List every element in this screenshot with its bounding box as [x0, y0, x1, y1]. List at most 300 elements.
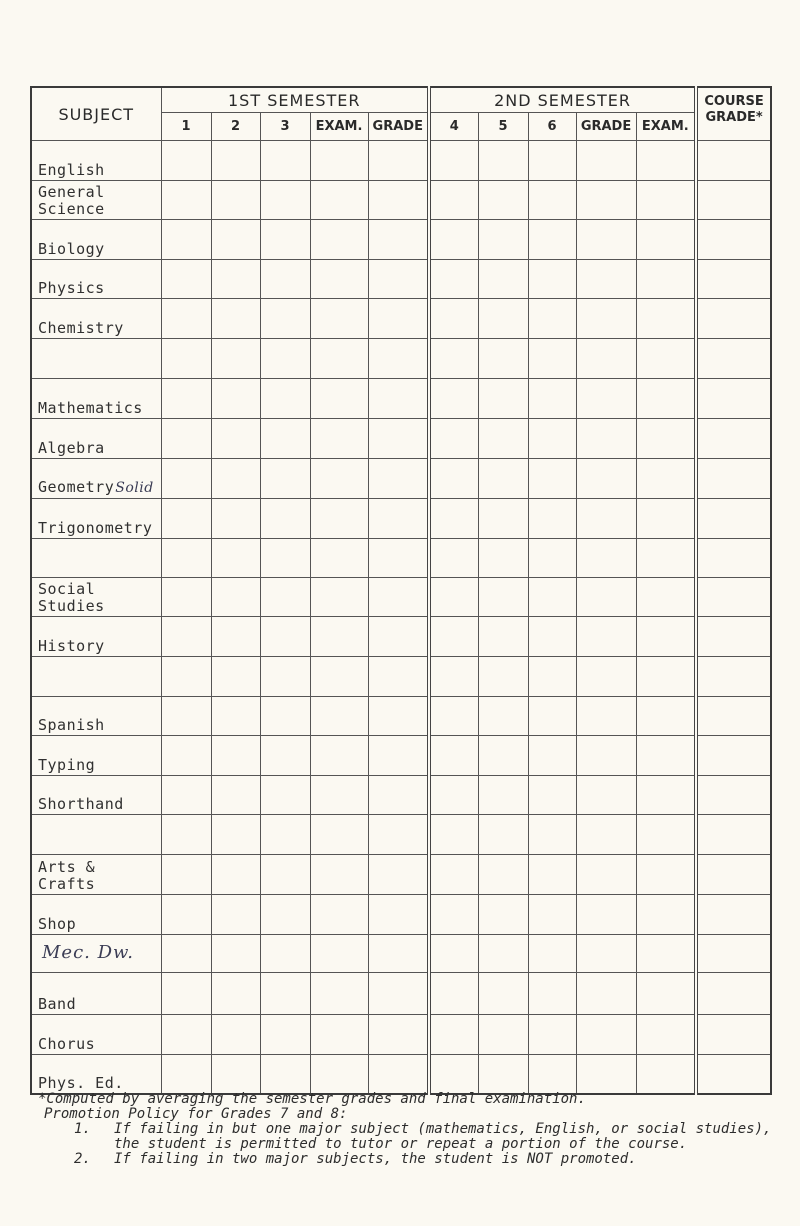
course-grade-cell[interactable] — [696, 379, 771, 419]
grade-cell[interactable] — [161, 339, 211, 379]
grade-cell[interactable] — [211, 419, 260, 459]
grade-cell[interactable] — [368, 815, 429, 855]
grade-cell[interactable] — [478, 736, 528, 776]
grade-cell[interactable] — [429, 736, 478, 776]
grade-cell[interactable] — [368, 617, 429, 657]
grade-cell[interactable] — [211, 815, 260, 855]
subject-label-cell — [31, 736, 161, 776]
grade-cell[interactable] — [429, 419, 478, 459]
grade-cell[interactable] — [368, 697, 429, 736]
grade-cell[interactable] — [576, 657, 636, 697]
grade-cell[interactable] — [260, 815, 310, 855]
subject-name: History — [38, 637, 105, 655]
grade-cell[interactable] — [310, 657, 368, 697]
subject-label-cell — [31, 1055, 161, 1094]
grade-cell[interactable] — [211, 895, 260, 935]
grade-cell[interactable] — [528, 339, 576, 379]
grade-cell[interactable] — [429, 578, 478, 617]
grade-cell[interactable] — [161, 617, 211, 657]
grade-cell[interactable] — [161, 141, 211, 181]
grade-cell[interactable] — [310, 1015, 368, 1055]
course-grade-cell[interactable] — [696, 339, 771, 379]
grade-cell[interactable] — [528, 935, 576, 973]
grade-cell[interactable] — [478, 539, 528, 578]
grade-cell[interactable] — [310, 935, 368, 973]
grade-cell[interactable] — [528, 657, 576, 697]
course-grade-cell[interactable] — [696, 499, 771, 539]
grade-cell[interactable] — [368, 220, 429, 260]
grade-cell[interactable] — [260, 260, 310, 299]
subject-label-cell — [31, 657, 161, 697]
subject-name: Social Studies — [38, 580, 105, 615]
subject-label-cell — [31, 895, 161, 935]
course-grade-cell[interactable] — [696, 973, 771, 1015]
course-grade-cell[interactable] — [696, 539, 771, 578]
course-grade-cell[interactable] — [696, 1055, 771, 1094]
grade-cell[interactable] — [260, 578, 310, 617]
subject-label-cell — [31, 935, 161, 973]
grade-cell[interactable] — [478, 895, 528, 935]
grade-cell[interactable] — [636, 578, 696, 617]
grade-cell[interactable] — [528, 815, 576, 855]
grade-cell[interactable] — [260, 459, 310, 499]
grade-cell[interactable] — [429, 339, 478, 379]
grade-cell[interactable] — [310, 419, 368, 459]
grade-cell[interactable] — [576, 855, 636, 895]
promotion-policy-title: Promotion Policy for Grades 7 and 8: — [44, 1106, 348, 1122]
grade-cell[interactable] — [211, 459, 260, 499]
grade-cell[interactable] — [161, 220, 211, 260]
subject-label-cell — [31, 181, 161, 220]
grade-cell[interactable] — [161, 499, 211, 539]
subject-row — [31, 1015, 771, 1055]
grade-cell[interactable] — [161, 459, 211, 499]
grade-cell[interactable] — [528, 299, 576, 339]
grade-cell[interactable] — [368, 181, 429, 220]
grade-cell[interactable] — [211, 339, 260, 379]
grade-cell[interactable] — [260, 499, 310, 539]
subject-label-cell — [31, 776, 161, 815]
grade-cell[interactable] — [478, 657, 528, 697]
grade-cell[interactable] — [528, 220, 576, 260]
grade-cell[interactable] — [368, 973, 429, 1015]
grade-cell[interactable] — [429, 260, 478, 299]
grade-cell[interactable] — [528, 379, 576, 419]
grade-cell[interactable] — [576, 935, 636, 973]
grade-cell[interactable] — [528, 419, 576, 459]
grade-cell[interactable] — [478, 973, 528, 1015]
grade-cell[interactable] — [636, 299, 696, 339]
course-grade-cell[interactable] — [696, 895, 771, 935]
subject-row — [31, 499, 771, 539]
course-grade-cell[interactable] — [696, 299, 771, 339]
grade-cell[interactable] — [161, 736, 211, 776]
subject-row — [31, 736, 771, 776]
grade-cell[interactable] — [211, 220, 260, 260]
grade-cell[interactable] — [211, 578, 260, 617]
grade-cell[interactable] — [260, 539, 310, 578]
grade-cell[interactable] — [260, 736, 310, 776]
grade-cell[interactable] — [576, 339, 636, 379]
grade-cell[interactable] — [368, 459, 429, 499]
grade-cell[interactable] — [310, 379, 368, 419]
subject-name: Physics — [38, 279, 105, 297]
grade-cell[interactable] — [161, 855, 211, 895]
course-grade-cell[interactable] — [696, 578, 771, 617]
grade-cell[interactable] — [260, 935, 310, 973]
grade-cell[interactable] — [528, 1055, 576, 1094]
subject-row — [31, 220, 771, 260]
grade-cell[interactable] — [161, 1015, 211, 1055]
grade-cell[interactable] — [528, 697, 576, 736]
grade-cell[interactable] — [310, 578, 368, 617]
grade-cell[interactable] — [576, 1055, 636, 1094]
course-grade-cell[interactable] — [696, 419, 771, 459]
subject-name: Algebra — [38, 439, 105, 457]
grade-cell[interactable] — [478, 815, 528, 855]
grade-cell[interactable] — [429, 697, 478, 736]
course-grade-cell[interactable] — [696, 815, 771, 855]
grade-cell[interactable] — [161, 578, 211, 617]
grade-cell[interactable] — [161, 539, 211, 578]
grade-cell[interactable] — [310, 776, 368, 815]
grade-cell[interactable] — [429, 776, 478, 815]
grade-cell[interactable] — [310, 220, 368, 260]
grade-cell[interactable] — [478, 617, 528, 657]
grade-cell[interactable] — [636, 260, 696, 299]
grade-cell[interactable] — [576, 499, 636, 539]
subject-name: Typing — [38, 756, 96, 774]
grade-cell[interactable] — [429, 459, 478, 499]
grade-cell[interactable] — [310, 1055, 368, 1094]
grade-cell[interactable] — [260, 776, 310, 815]
grade-cell[interactable] — [310, 141, 368, 181]
grade-cell[interactable] — [478, 499, 528, 539]
handwritten-note: Mec. Dw. — [42, 942, 135, 963]
grade-cell[interactable] — [260, 220, 310, 260]
grade-cell[interactable] — [429, 539, 478, 578]
grade-cell[interactable] — [161, 973, 211, 1015]
course-grade-cell[interactable] — [696, 1015, 771, 1055]
grade-cell[interactable] — [260, 379, 310, 419]
grade-cell[interactable] — [478, 181, 528, 220]
grade-cell[interactable] — [368, 299, 429, 339]
grade-cell[interactable] — [161, 299, 211, 339]
grade-cell[interactable] — [310, 815, 368, 855]
subject-label-cell — [31, 697, 161, 736]
grade-cell[interactable] — [429, 299, 478, 339]
course-grade-cell[interactable] — [696, 736, 771, 776]
grade-cell[interactable] — [576, 260, 636, 299]
grade-cell[interactable] — [636, 459, 696, 499]
grade-cell[interactable] — [528, 895, 576, 935]
grade-cell[interactable] — [636, 220, 696, 260]
grade-cell[interactable] — [368, 736, 429, 776]
subject-name: Chorus — [38, 1035, 96, 1053]
grade-cell[interactable] — [368, 260, 429, 299]
course-grade-cell[interactable] — [696, 459, 771, 499]
grade-cell[interactable] — [211, 1055, 260, 1094]
grade-cell[interactable] — [636, 617, 696, 657]
grade-cell[interactable] — [161, 379, 211, 419]
grade-cell[interactable] — [528, 1015, 576, 1055]
grade-cell[interactable] — [161, 657, 211, 697]
grade-cell[interactable] — [211, 299, 260, 339]
grade-cell[interactable] — [429, 855, 478, 895]
grade-cell[interactable] — [636, 895, 696, 935]
grade-cell[interactable] — [636, 419, 696, 459]
subject-name: Band — [38, 995, 77, 1013]
grade-cell[interactable] — [636, 539, 696, 578]
grade-cell[interactable] — [576, 1015, 636, 1055]
course-grade-cell[interactable] — [696, 617, 771, 657]
grade-cell[interactable] — [478, 299, 528, 339]
grade-cell[interactable] — [576, 697, 636, 736]
grade-cell[interactable] — [429, 499, 478, 539]
course-grade-cell[interactable] — [696, 220, 771, 260]
grade-cell[interactable] — [636, 973, 696, 1015]
grade-cell[interactable] — [211, 1015, 260, 1055]
grade-cell[interactable] — [576, 973, 636, 1015]
grade-cell[interactable] — [211, 855, 260, 895]
grade-cell[interactable] — [211, 935, 260, 973]
grade-cell[interactable] — [478, 1015, 528, 1055]
grade-cell[interactable] — [636, 1015, 696, 1055]
grade-cell[interactable] — [161, 181, 211, 220]
grade-cell[interactable] — [576, 578, 636, 617]
grade-cell[interactable] — [478, 1055, 528, 1094]
grade-cell[interactable] — [576, 776, 636, 815]
grade-cell[interactable] — [368, 895, 429, 935]
grade-cell[interactable] — [478, 855, 528, 895]
grade-cell[interactable] — [478, 379, 528, 419]
grade-cell[interactable] — [478, 776, 528, 815]
grade-cell[interactable] — [429, 220, 478, 260]
grade-cell[interactable] — [368, 855, 429, 895]
grade-cell[interactable] — [211, 141, 260, 181]
grade-cell[interactable] — [211, 539, 260, 578]
grade-cell[interactable] — [636, 657, 696, 697]
grade-cell[interactable] — [211, 697, 260, 736]
grade-cell[interactable] — [310, 459, 368, 499]
subject-row — [31, 935, 771, 973]
course-grade-cell[interactable] — [696, 657, 771, 697]
subject-name: Chemistry — [38, 319, 124, 337]
grade-cell[interactable] — [211, 736, 260, 776]
subject-label-cell — [31, 539, 161, 578]
grade-cell[interactable] — [478, 935, 528, 973]
grade-cell[interactable] — [528, 617, 576, 657]
grade-cell[interactable] — [636, 1055, 696, 1094]
subject-name: Geometry — [38, 478, 115, 496]
grade-cell[interactable] — [260, 973, 310, 1015]
grade-cell[interactable] — [211, 776, 260, 815]
grade-cell[interactable] — [260, 855, 310, 895]
grade-cell[interactable] — [161, 815, 211, 855]
grade-cell[interactable] — [429, 815, 478, 855]
grade-cell[interactable] — [429, 973, 478, 1015]
grade-cell[interactable] — [528, 260, 576, 299]
grade-cell[interactable] — [429, 141, 478, 181]
grade-cell[interactable] — [478, 697, 528, 736]
grade-cell[interactable] — [211, 657, 260, 697]
grade-cell[interactable] — [576, 220, 636, 260]
grade-cell[interactable] — [310, 181, 368, 220]
grade-cell[interactable] — [310, 299, 368, 339]
grade-cell[interactable] — [310, 736, 368, 776]
grade-cell[interactable] — [211, 617, 260, 657]
course-grade-cell[interactable] — [696, 697, 771, 736]
grade-cell[interactable] — [429, 1055, 478, 1094]
grade-cell[interactable] — [429, 895, 478, 935]
grade-cell[interactable] — [429, 379, 478, 419]
grade-cell[interactable] — [260, 657, 310, 697]
policy-item-text: If failing in but one major subject (mathematics, English, or social studies), the student is permitted to tutor or repeat a portion of the course. — [114, 1121, 772, 1152]
grade-cell[interactable] — [161, 895, 211, 935]
grade-cell[interactable] — [636, 339, 696, 379]
grade-cell[interactable] — [576, 895, 636, 935]
grade-cell[interactable] — [161, 1055, 211, 1094]
subject-label-cell — [31, 815, 161, 855]
grade-cell[interactable] — [478, 459, 528, 499]
grade-cell[interactable] — [528, 776, 576, 815]
grade-cell[interactable] — [576, 815, 636, 855]
grade-cell[interactable] — [478, 141, 528, 181]
grade-cell[interactable] — [368, 419, 429, 459]
grade-cell[interactable] — [310, 260, 368, 299]
grade-cell[interactable] — [528, 578, 576, 617]
grade-cell[interactable] — [260, 1055, 310, 1094]
grade-cell[interactable] — [368, 1015, 429, 1055]
grade-cell[interactable] — [368, 776, 429, 815]
grade-cell[interactable] — [161, 260, 211, 299]
course-grade-cell[interactable] — [696, 776, 771, 815]
grade-cell[interactable] — [211, 973, 260, 1015]
sem1-column-header: 3 — [260, 113, 310, 141]
grade-cell[interactable] — [260, 181, 310, 220]
grade-cell[interactable] — [576, 459, 636, 499]
grade-cell[interactable] — [576, 736, 636, 776]
grade-cell[interactable] — [528, 539, 576, 578]
grade-cell[interactable] — [368, 539, 429, 578]
grade-cell[interactable] — [161, 935, 211, 973]
grade-cell[interactable] — [636, 499, 696, 539]
grade-cell[interactable] — [368, 141, 429, 181]
course-grade-cell[interactable] — [696, 141, 771, 181]
grade-cell[interactable] — [576, 419, 636, 459]
subject-label-cell — [31, 578, 161, 617]
grade-cell[interactable] — [368, 657, 429, 697]
grade-cell[interactable] — [429, 617, 478, 657]
grade-cell[interactable] — [636, 935, 696, 973]
grade-cell[interactable] — [528, 141, 576, 181]
grade-cell[interactable] — [260, 895, 310, 935]
grade-cell[interactable] — [260, 339, 310, 379]
grade-cell[interactable] — [368, 499, 429, 539]
sem1-column-header: GRADE — [368, 113, 429, 141]
grade-cell[interactable] — [368, 339, 429, 379]
grade-cell[interactable] — [310, 697, 368, 736]
grade-cell[interactable] — [260, 299, 310, 339]
grade-cell[interactable] — [260, 1015, 310, 1055]
grade-cell[interactable] — [478, 419, 528, 459]
grade-cell[interactable] — [260, 697, 310, 736]
grade-cell[interactable] — [310, 539, 368, 578]
course-grade-cell[interactable] — [696, 260, 771, 299]
grade-cell[interactable] — [368, 935, 429, 973]
grade-cell[interactable] — [260, 419, 310, 459]
grade-cell[interactable] — [368, 379, 429, 419]
grade-cell[interactable] — [429, 181, 478, 220]
grade-cell[interactable] — [528, 736, 576, 776]
grade-cell[interactable] — [636, 815, 696, 855]
course-grade-cell[interactable] — [696, 935, 771, 973]
grade-cell[interactable] — [478, 578, 528, 617]
grade-cell[interactable] — [310, 973, 368, 1015]
grade-cell[interactable] — [528, 855, 576, 895]
sem2-column-header: EXAM. — [636, 113, 696, 141]
grade-cell[interactable] — [576, 379, 636, 419]
sem2-column-header: 6 — [528, 113, 576, 141]
grade-cell[interactable] — [636, 855, 696, 895]
grade-cell[interactable] — [478, 220, 528, 260]
grade-cell[interactable] — [478, 339, 528, 379]
grade-cell[interactable] — [211, 260, 260, 299]
policy-item — [38, 1122, 778, 1152]
grade-cell[interactable] — [528, 459, 576, 499]
subject-name: Mathematics — [38, 399, 143, 417]
grade-cell[interactable] — [576, 299, 636, 339]
grade-cell[interactable] — [576, 141, 636, 181]
grade-cell[interactable] — [368, 1055, 429, 1094]
grade-cell[interactable] — [429, 1015, 478, 1055]
grade-cell[interactable] — [161, 419, 211, 459]
grade-cell[interactable] — [636, 736, 696, 776]
grade-cell[interactable] — [211, 379, 260, 419]
course-grade-cell[interactable] — [696, 855, 771, 895]
grade-cell[interactable] — [636, 181, 696, 220]
grade-cell[interactable] — [310, 617, 368, 657]
grade-cell[interactable] — [636, 697, 696, 736]
grade-cell[interactable] — [211, 499, 260, 539]
grade-cell[interactable] — [260, 617, 310, 657]
grade-cell[interactable] — [636, 776, 696, 815]
grade-cell[interactable] — [528, 973, 576, 1015]
grade-cell[interactable] — [161, 697, 211, 736]
grade-cell[interactable] — [636, 141, 696, 181]
grade-cell[interactable] — [310, 895, 368, 935]
grade-cell[interactable] — [368, 578, 429, 617]
grade-cell[interactable] — [576, 617, 636, 657]
sem1-column-header: 2 — [211, 113, 260, 141]
grade-cell[interactable] — [528, 499, 576, 539]
grade-cell[interactable] — [211, 181, 260, 220]
grade-cell[interactable] — [429, 935, 478, 973]
grade-cell[interactable] — [576, 181, 636, 220]
subject-name: Spanish — [38, 716, 105, 734]
grade-cell[interactable] — [636, 379, 696, 419]
grade-cell[interactable] — [161, 776, 211, 815]
grade-cell[interactable] — [478, 260, 528, 299]
course-grade-cell[interactable] — [696, 181, 771, 220]
grade-cell[interactable] — [528, 181, 576, 220]
grade-cell[interactable] — [576, 539, 636, 578]
grade-cell[interactable] — [310, 339, 368, 379]
grade-cell[interactable] — [260, 141, 310, 181]
grade-cell[interactable] — [310, 499, 368, 539]
grade-cell[interactable] — [429, 657, 478, 697]
grade-cell[interactable] — [310, 855, 368, 895]
